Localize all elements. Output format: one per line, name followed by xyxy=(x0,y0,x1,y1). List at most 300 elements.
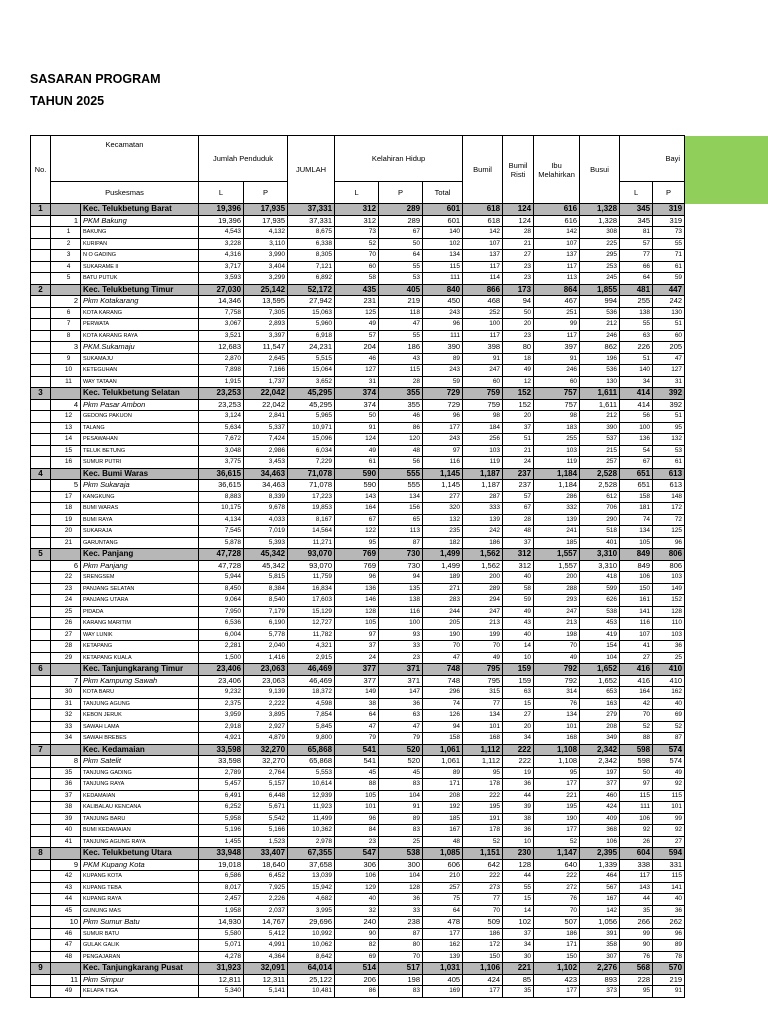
row-subno: 32 xyxy=(51,710,81,722)
row-value: 15,063 xyxy=(288,307,335,319)
row-value: 48 xyxy=(423,836,463,848)
row-no xyxy=(31,710,51,722)
row-no xyxy=(31,928,51,940)
row-value: 61 xyxy=(653,261,685,273)
row-value: 1,611 xyxy=(580,388,620,400)
row-subno: 45 xyxy=(51,905,81,917)
row-value: 598 xyxy=(620,744,653,756)
row-value: 1,147 xyxy=(534,848,580,860)
row-value: 36,615 xyxy=(199,480,244,492)
kecamatan-row xyxy=(31,284,768,296)
header-kelahiran-hidup: Kelahiran Hidup xyxy=(335,136,463,182)
row-subno: 24 xyxy=(51,595,81,607)
row-value: 53 xyxy=(379,273,423,285)
row-value: 391 xyxy=(580,928,620,940)
row-value: 374 xyxy=(335,399,379,411)
kelurahan-row xyxy=(31,227,768,239)
row-value: 319 xyxy=(653,215,685,227)
row-value: 3,110 xyxy=(244,238,288,250)
row-value: 416 xyxy=(620,675,653,687)
row-value: 135 xyxy=(379,583,423,595)
row-value: 48 xyxy=(503,526,534,538)
row-value: 1,958 xyxy=(199,905,244,917)
row-subno: 10 xyxy=(51,917,81,929)
row-value: 6,918 xyxy=(288,330,335,342)
row-value: 397 xyxy=(534,342,580,354)
row-value: 45,295 xyxy=(288,388,335,400)
row-subno: 35 xyxy=(51,767,81,779)
row-value: 7,854 xyxy=(288,710,335,722)
row-value: 55 xyxy=(620,319,653,331)
row-value: 541 xyxy=(335,744,379,756)
row-no: 2 xyxy=(31,284,51,296)
kelurahan-row xyxy=(31,813,768,825)
row-value: 149 xyxy=(335,687,379,699)
row-value: 31,923 xyxy=(199,963,244,975)
row-value: 128 xyxy=(379,882,423,894)
row-value: 141 xyxy=(620,606,653,618)
row-value: 2,281 xyxy=(199,641,244,653)
row-no xyxy=(31,836,51,848)
row-value: 598 xyxy=(620,756,653,768)
row-name: KETAPANG KUALA xyxy=(81,652,199,664)
row-subno: 43 xyxy=(51,882,81,894)
row-value: 45,342 xyxy=(244,549,288,561)
row-subno: 46 xyxy=(51,928,81,940)
row-value: 306 xyxy=(335,859,379,871)
row-value: 10,062 xyxy=(288,940,335,952)
row-value: 152 xyxy=(503,399,534,411)
row-value: 792 xyxy=(534,664,580,676)
row-value: 46 xyxy=(379,411,423,423)
row-value: 243 xyxy=(423,365,463,377)
row-subno xyxy=(51,664,81,676)
row-value: 536 xyxy=(580,365,620,377)
row-value: 96 xyxy=(423,411,463,423)
row-value: 73 xyxy=(335,227,379,239)
row-value: 116 xyxy=(620,618,653,630)
row-value: 2,037 xyxy=(244,905,288,917)
row-value: 20 xyxy=(503,411,534,423)
puskesmas-row xyxy=(31,399,768,411)
row-subno: 5 xyxy=(51,480,81,492)
row-value: 91 xyxy=(335,422,379,434)
row-value: 509 xyxy=(463,917,503,929)
row-value: 73 xyxy=(653,227,685,239)
row-value: 181 xyxy=(620,503,653,515)
row-value: 1,061 xyxy=(423,756,463,768)
kelurahan-row xyxy=(31,779,768,791)
row-value: 994 xyxy=(580,296,620,308)
row-value: 32,091 xyxy=(244,963,288,975)
row-name: SAWAH BREBES xyxy=(81,733,199,745)
row-value: 3,995 xyxy=(288,905,335,917)
puskesmas-row xyxy=(31,296,768,308)
row-value: 2,870 xyxy=(199,353,244,365)
kelurahan-row xyxy=(31,606,768,618)
row-value: 640 xyxy=(534,859,580,871)
row-value: 20 xyxy=(503,319,534,331)
row-value: 626 xyxy=(580,595,620,607)
row-value: 33,598 xyxy=(199,756,244,768)
row-value: 177 xyxy=(534,986,580,998)
row-value: 468 xyxy=(463,296,503,308)
row-value: 40 xyxy=(335,894,379,906)
kelurahan-row xyxy=(31,687,768,699)
row-value: 4,316 xyxy=(199,250,244,262)
row-subno: 3 xyxy=(51,250,81,262)
row-value: 47 xyxy=(379,721,423,733)
row-name: PANJANG SELATAN xyxy=(81,583,199,595)
row-value: 840 xyxy=(423,284,463,296)
kecamatan-row xyxy=(31,468,768,480)
row-value: 51 xyxy=(503,434,534,446)
row-value: 8,883 xyxy=(199,491,244,503)
row-value: 173 xyxy=(503,284,534,296)
row-subno xyxy=(51,388,81,400)
row-value: 67,355 xyxy=(288,848,335,860)
row-value: 1,339 xyxy=(580,859,620,871)
kelurahan-row xyxy=(31,767,768,779)
row-value: 64 xyxy=(423,905,463,917)
row-name: KOTA BARU xyxy=(81,687,199,699)
row-no xyxy=(31,790,51,802)
row-spacer xyxy=(685,411,768,423)
row-value: 148 xyxy=(653,491,685,503)
row-spacer xyxy=(685,848,768,860)
row-name: KEDAMAIAN xyxy=(81,790,199,802)
row-value: 31 xyxy=(335,376,379,388)
row-value: 460 xyxy=(580,790,620,802)
row-value: 198 xyxy=(534,629,580,641)
row-value: 237 xyxy=(503,480,534,492)
row-value: 107 xyxy=(620,629,653,641)
row-value: 8,450 xyxy=(199,583,244,595)
row-no xyxy=(31,767,51,779)
row-value: 51 xyxy=(653,411,685,423)
row-value: 58 xyxy=(503,583,534,595)
row-value: 1,523 xyxy=(244,836,288,848)
row-spacer xyxy=(685,342,768,354)
row-no xyxy=(31,560,51,572)
kelurahan-row xyxy=(31,250,768,262)
kelurahan-row xyxy=(31,514,768,526)
row-value: 6,034 xyxy=(288,445,335,457)
row-value: 3,775 xyxy=(199,457,244,469)
kelurahan-row xyxy=(31,986,768,998)
row-value: 35 xyxy=(503,986,534,998)
row-value: 52 xyxy=(620,721,653,733)
row-value: 1,056 xyxy=(580,917,620,929)
row-subno xyxy=(51,204,81,216)
row-value: 71 xyxy=(653,250,685,262)
row-value: 225 xyxy=(580,238,620,250)
row-value: 115 xyxy=(653,790,685,802)
row-value: 6,586 xyxy=(199,871,244,883)
row-value: 262 xyxy=(653,917,685,929)
row-value: 257 xyxy=(423,882,463,894)
row-value: 288 xyxy=(534,583,580,595)
row-value: 96 xyxy=(653,537,685,549)
row-value: 45,295 xyxy=(288,399,335,411)
row-value: 1,915 xyxy=(199,376,244,388)
row-value: 67 xyxy=(503,503,534,515)
row-value: 574 xyxy=(653,744,685,756)
row-value: 7,545 xyxy=(199,526,244,538)
row-value: 1,112 xyxy=(463,756,503,768)
row-value: 23 xyxy=(379,652,423,664)
row-value: 32,270 xyxy=(244,756,288,768)
row-value: 61 xyxy=(335,457,379,469)
row-value: 21 xyxy=(503,445,534,457)
row-value: 84 xyxy=(335,825,379,837)
row-spacer xyxy=(685,503,768,515)
row-value: 1,855 xyxy=(580,284,620,296)
row-spacer xyxy=(685,296,768,308)
row-name: BUMI KEDAMAIAN xyxy=(81,825,199,837)
row-value: 5,071 xyxy=(199,940,244,952)
row-value: 2,222 xyxy=(244,698,288,710)
row-value: 235 xyxy=(423,526,463,538)
row-value: 127 xyxy=(335,365,379,377)
row-value: 58 xyxy=(335,273,379,285)
row-name: KEBON JERUK xyxy=(81,710,199,722)
row-value: 618 xyxy=(463,204,503,216)
row-value: 31 xyxy=(653,376,685,388)
row-value: 1,187 xyxy=(463,480,503,492)
row-value: 1,108 xyxy=(534,756,580,768)
row-value: 158 xyxy=(620,491,653,503)
row-value: 419 xyxy=(580,629,620,641)
row-value: 405 xyxy=(379,284,423,296)
row-spacer xyxy=(685,376,768,388)
row-spacer xyxy=(685,767,768,779)
row-subno: 7 xyxy=(51,319,81,331)
row-value: 537 xyxy=(580,434,620,446)
row-value: 172 xyxy=(463,940,503,952)
row-spacer xyxy=(685,974,768,986)
row-value: 124 xyxy=(503,215,534,227)
row-value: 94 xyxy=(503,296,534,308)
row-name: TANJUNG GADING xyxy=(81,767,199,779)
row-value: 8,384 xyxy=(244,583,288,595)
row-value: 50 xyxy=(620,767,653,779)
row-value: 410 xyxy=(653,664,685,676)
row-value: 222 xyxy=(463,871,503,883)
row-value: 115 xyxy=(653,871,685,883)
row-value: 5,944 xyxy=(199,572,244,584)
row-no xyxy=(31,376,51,388)
row-value: 115 xyxy=(620,790,653,802)
row-no xyxy=(31,503,51,515)
row-value: 70 xyxy=(423,641,463,653)
row-name: PKM.Sukamaju xyxy=(81,342,199,354)
row-value: 163 xyxy=(580,698,620,710)
row-spacer xyxy=(685,399,768,411)
row-value: 59 xyxy=(503,595,534,607)
row-value: 94 xyxy=(423,721,463,733)
row-value: 1,499 xyxy=(423,549,463,561)
row-value: 43 xyxy=(379,353,423,365)
row-value: 212 xyxy=(580,319,620,331)
puskesmas-row xyxy=(31,756,768,768)
row-value: 2,342 xyxy=(580,756,620,768)
row-no xyxy=(31,652,51,664)
row-value: 47 xyxy=(423,652,463,664)
row-value: 138 xyxy=(379,595,423,607)
row-subno: 41 xyxy=(51,836,81,848)
row-value: 806 xyxy=(653,549,685,561)
row-value: 132 xyxy=(653,434,685,446)
row-subno: 20 xyxy=(51,526,81,538)
row-spacer xyxy=(685,733,768,745)
row-value: 107 xyxy=(463,238,503,250)
row-value: 15,096 xyxy=(288,434,335,446)
row-value: 17,935 xyxy=(244,215,288,227)
row-value: 2,528 xyxy=(580,468,620,480)
kelurahan-row xyxy=(31,353,768,365)
kelurahan-row xyxy=(31,733,768,745)
row-no xyxy=(31,227,51,239)
row-value: 1,737 xyxy=(244,376,288,388)
row-value: 9,139 xyxy=(244,687,288,699)
row-value: 467 xyxy=(534,296,580,308)
kelurahan-row xyxy=(31,629,768,641)
row-spacer xyxy=(685,652,768,664)
row-value: 2,978 xyxy=(288,836,335,848)
row-value: 590 xyxy=(335,480,379,492)
row-subno: 12 xyxy=(51,411,81,423)
row-value: 15 xyxy=(503,894,534,906)
row-value: 45 xyxy=(379,767,423,779)
row-value: 79 xyxy=(379,733,423,745)
kecamatan-row xyxy=(31,744,768,756)
row-value: 44 xyxy=(503,871,534,883)
row-value: 103 xyxy=(653,572,685,584)
kelurahan-row xyxy=(31,825,768,837)
header-birth-total: Total xyxy=(423,182,463,204)
row-value: 137 xyxy=(463,250,503,262)
kecamatan-row xyxy=(31,963,768,975)
row-value: 93,070 xyxy=(288,560,335,572)
row-value: 806 xyxy=(653,560,685,572)
row-value: 3,228 xyxy=(199,238,244,250)
row-value: 23,406 xyxy=(199,675,244,687)
row-value: 23,253 xyxy=(199,399,244,411)
row-value: 769 xyxy=(335,560,379,572)
row-value: 186 xyxy=(463,537,503,549)
row-value: 32,270 xyxy=(244,744,288,756)
row-subno: 27 xyxy=(51,629,81,641)
kecamatan-row xyxy=(31,388,768,400)
row-value: 272 xyxy=(534,882,580,894)
row-subno: 13 xyxy=(51,422,81,434)
row-value: 11,271 xyxy=(288,537,335,549)
row-value: 10,992 xyxy=(288,928,335,940)
row-value: 60 xyxy=(534,376,580,388)
row-value: 13,595 xyxy=(244,296,288,308)
row-value: 538 xyxy=(580,606,620,618)
row-value: 49 xyxy=(503,606,534,618)
row-value: 206 xyxy=(335,974,379,986)
row-value: 2,841 xyxy=(244,411,288,423)
row-subno: 19 xyxy=(51,514,81,526)
kelurahan-row xyxy=(31,940,768,952)
row-value: 2,764 xyxy=(244,767,288,779)
row-spacer xyxy=(685,480,768,492)
row-value: 191 xyxy=(463,813,503,825)
row-value: 171 xyxy=(423,779,463,791)
row-name: GUNUNG MAS xyxy=(81,905,199,917)
kecamatan-row xyxy=(31,664,768,676)
row-value: 8,540 xyxy=(244,595,288,607)
row-value: 7,305 xyxy=(244,307,288,319)
row-name: Kec. Tanjungkarang Pusat xyxy=(81,963,199,975)
row-value: 1,562 xyxy=(463,560,503,572)
target-table xyxy=(30,135,768,998)
kelurahan-row xyxy=(31,422,768,434)
row-value: 142 xyxy=(534,227,580,239)
kelurahan-row xyxy=(31,928,768,940)
row-value: 7,229 xyxy=(288,457,335,469)
row-value: 312 xyxy=(503,560,534,572)
row-spacer xyxy=(685,572,768,584)
puskesmas-row xyxy=(31,215,768,227)
row-value: 6,004 xyxy=(199,629,244,641)
row-subno: 4 xyxy=(51,261,81,273)
row-value: 65 xyxy=(379,514,423,526)
row-value: 27 xyxy=(653,836,685,848)
kelurahan-row xyxy=(31,790,768,802)
row-value: 24,231 xyxy=(288,342,335,354)
row-value: 10,175 xyxy=(199,503,244,515)
row-no xyxy=(31,675,51,687)
kelurahan-row xyxy=(31,537,768,549)
row-value: 1,328 xyxy=(580,204,620,216)
row-value: 1,562 xyxy=(463,549,503,561)
row-value: 104 xyxy=(379,871,423,883)
row-value: 14,346 xyxy=(199,296,244,308)
row-value: 2,986 xyxy=(244,445,288,457)
row-value: 164 xyxy=(620,687,653,699)
row-subno: 37 xyxy=(51,790,81,802)
row-value: 100 xyxy=(620,422,653,434)
row-value: 221 xyxy=(534,790,580,802)
row-value: 65,868 xyxy=(288,756,335,768)
row-value: 618 xyxy=(463,215,503,227)
row-value: 4,132 xyxy=(244,227,288,239)
row-name: KUPANG KOTA xyxy=(81,871,199,883)
row-value: 185 xyxy=(423,813,463,825)
row-value: 189 xyxy=(423,572,463,584)
row-value: 15,064 xyxy=(288,365,335,377)
row-value: 219 xyxy=(653,974,685,986)
row-subno: 15 xyxy=(51,445,81,457)
row-value: 414 xyxy=(620,388,653,400)
row-value: 8,339 xyxy=(244,491,288,503)
row-no xyxy=(31,261,51,273)
row-subno: 36 xyxy=(51,779,81,791)
row-value: 612 xyxy=(580,491,620,503)
row-subno: 1 xyxy=(51,227,81,239)
row-spacer xyxy=(685,606,768,618)
row-name: PENGAJARAN xyxy=(81,951,199,963)
title-line-1: SASARAN PROGRAM xyxy=(30,72,161,86)
row-value: 43 xyxy=(503,618,534,630)
kelurahan-row xyxy=(31,641,768,653)
row-value: 168 xyxy=(463,733,503,745)
row-value: 101 xyxy=(534,721,580,733)
